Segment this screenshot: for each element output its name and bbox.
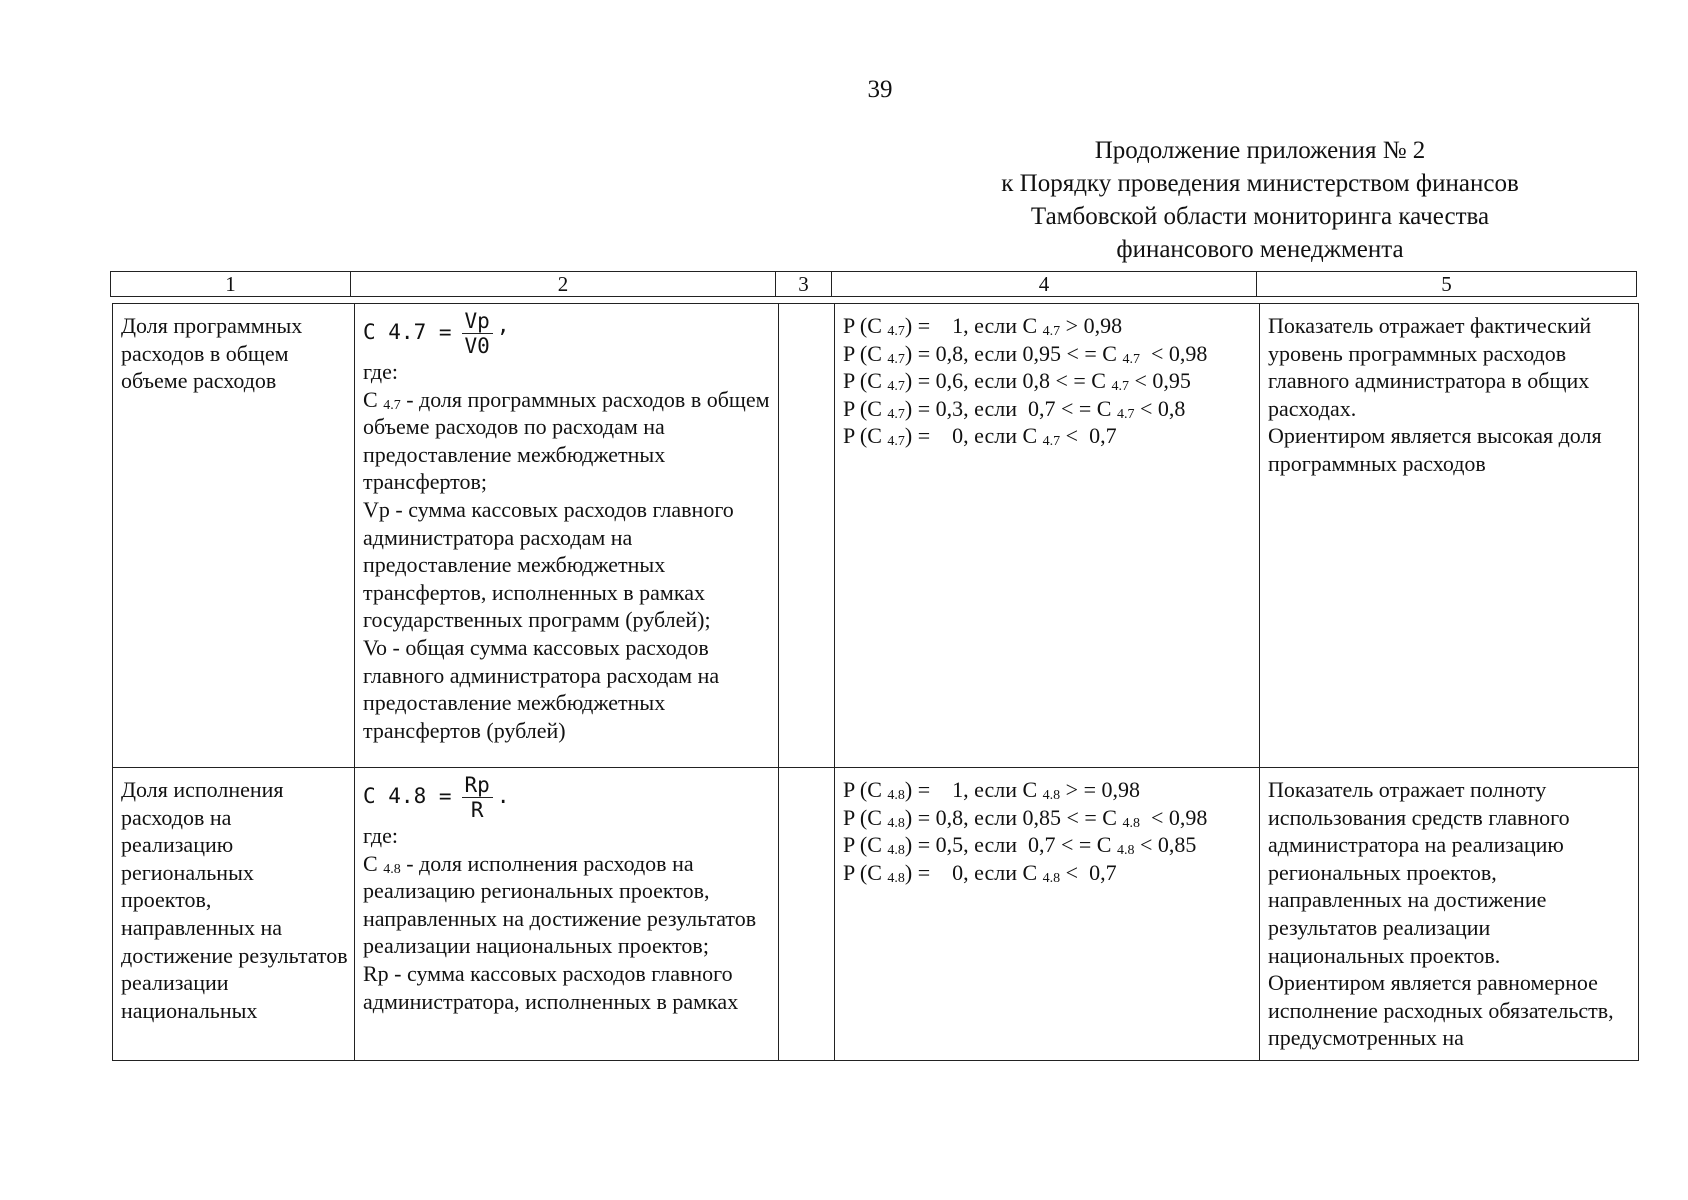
indicator-name: Доля программных расходов в общем объеме расходов [121,313,303,394]
description-cell [1260,768,1639,1061]
formula-suffix: . [496,784,510,809]
formula-fraction [462,774,493,821]
appendix-title-line: финансового менеджмента [1116,236,1404,263]
appendix-title [1000,134,1520,266]
definition: Vo - общая сумма кассовых расходов главного администратора расходам на предоставление межбюджетных трансфертов (рублей) [363,634,720,743]
table-row [113,304,1639,768]
appendix-title-line: Тамбовской области мониторинга качества [1030,203,1490,230]
criteria-line: P (С $_{4.7}$) = 0, если С $_{4.7}$ < 0,7 [843,423,1117,450]
column-header-2: 2 [351,272,776,297]
criteria-line: P (С $_{4.8}$) = 0,8, если 0,85 < = С $_{4.8}$ < 0,98 [843,804,1208,831]
formula-suffix: , [496,313,510,338]
definition: С $_{4.7}$ - доля программных расходов в общем объеме расходов по расходам на предоставление межбюджетных трансфертов; [363,386,770,495]
definition: Vp - сумма кассовых расходов главного администратора расходам на предоставление межбюджетных трансфертов, исполненных в рамках государственных программ (рублей); [363,496,734,633]
formula-denominator: R [470,797,484,822]
formula [363,308,772,358]
table-row [113,768,1639,1061]
criteria-cell [835,304,1260,768]
criteria-line: P (С $_{4.8}$) = 0, если С $_{4.8}$ < 0,7 [843,859,1117,886]
column-3-cell [779,304,835,768]
criteria-cell [835,768,1260,1061]
indicator-cell [113,304,355,768]
criteria-line: P (С $_{4.7}$) = 0,8, если 0,95 < = С $_{4.7}$ < 0,98 [843,340,1208,367]
target-text: Ориентиром является равномерное исполнение расходных обязательств, предусмотренных на [1268,970,1614,1051]
appendix-title-line: к Порядку проведения министерством финансов [1001,170,1519,197]
formula-lhs: С 4.7 = [363,320,452,345]
column-header-table [110,271,1637,297]
formula-cell [355,304,779,768]
where-label: где: [363,359,398,384]
description-text: Показатель отражает фактический уровень программных расходов главного администратора в общих расходах. [1268,313,1592,421]
criteria-line: P (С $_{4.7}$) = 0,3, если 0,7 < = С $_{4.7}$ < 0,8 [843,395,1186,422]
formula [363,772,772,822]
formula-cell [355,768,779,1061]
description-cell [1260,304,1639,768]
definition: С $_{4.8}$ - доля исполнения расходов на реализацию региональных проектов, направленных на достижение результатов реализации национальных проектов; [363,850,757,959]
target-text: Ориентиром является высокая доля программных расходов [1268,423,1602,476]
formula-fraction [462,310,493,357]
column-header-3: 3 [776,272,832,297]
column-header-row [111,272,1637,297]
formula-lhs: С 4.8 = [363,784,452,809]
formula-numerator: Rp [462,774,493,798]
column-header-4: 4 [832,272,1257,297]
appendix-title-line: Продолжение приложения № 2 [1094,137,1426,164]
criteria-line: P (С $_{4.8}$) = 0,5, если 0,7 < = С $_{4.8}$ < 0,85 [843,832,1197,859]
column-3-cell [779,768,835,1061]
indicator-cell [113,768,355,1061]
definition: Rp - сумма кассовых расходов главного администратора, исполненных в рамках [363,960,739,1014]
column-header-5: 5 [1257,272,1637,297]
where-label: где: [363,823,398,848]
criteria-line: P (С $_{4.7}$) = 1, если С $_{4.7}$ > 0,98 [843,313,1123,339]
description-text: Показатель отражает полноту использования средств главного администратора на реализацию региональных проектов, направленных на достижение результатов реализации национальных проектов. [1268,777,1570,968]
page-number: 39 [867,76,893,103]
criteria-line: P (С $_{4.7}$) = 0,6, если 0,8 < = С $_{4.7}$ < 0,95 [843,368,1191,395]
indicator-name: Доля исполнения расходов на реализацию региональных проектов, направленных на достижение результатов реализации национальных [121,777,348,1023]
indicators-table [112,303,1639,1061]
criteria-line: P (С $_{4.8}$) = 1, если С $_{4.8}$ > = 0,98 [843,777,1140,803]
formula-numerator: Vp [462,310,493,334]
formula-denominator: V0 [464,333,490,358]
column-header-1: 1 [111,272,351,297]
